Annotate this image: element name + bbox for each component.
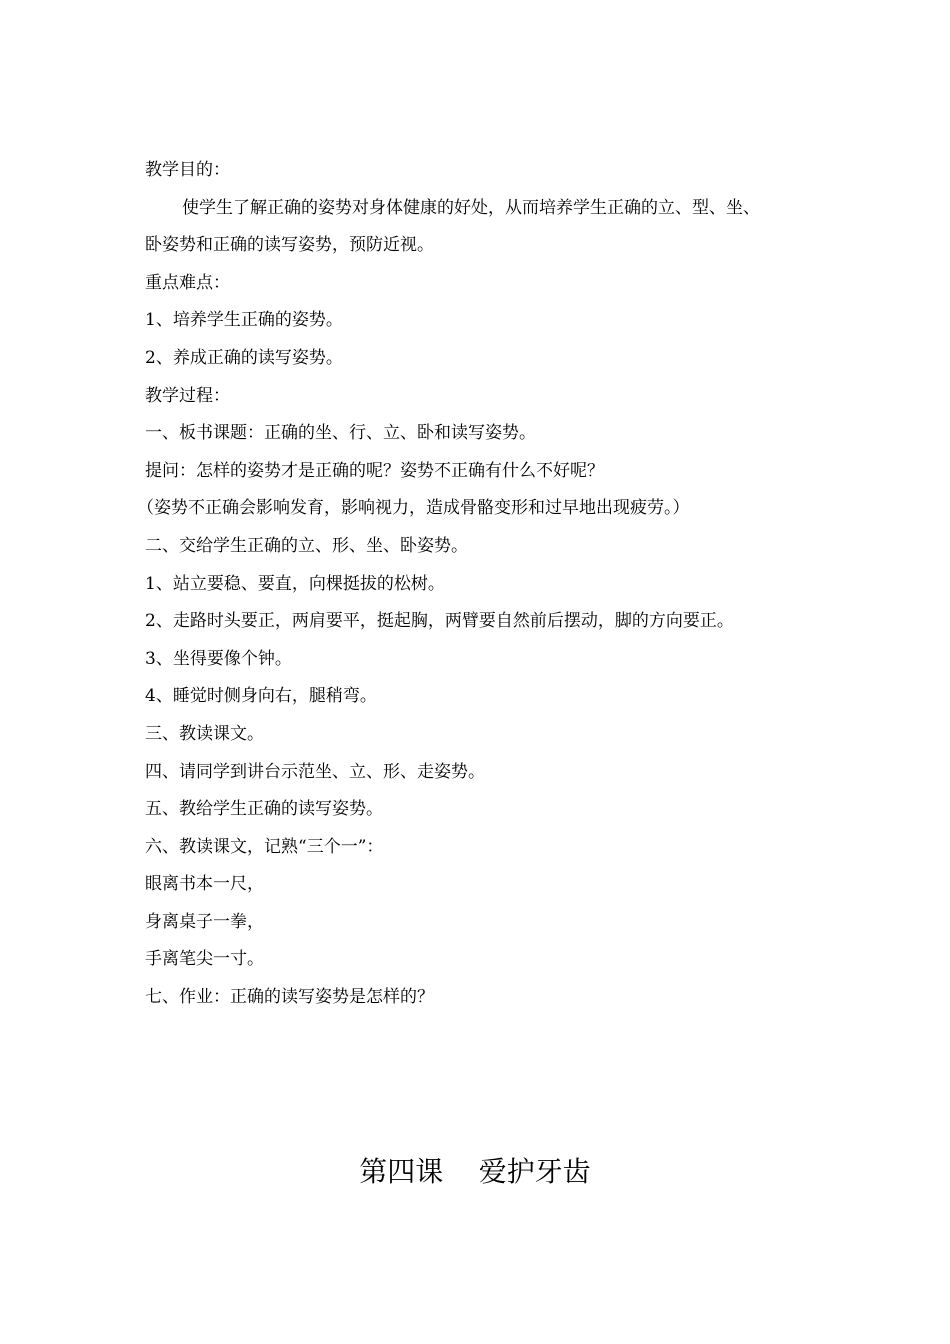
- process-step-2: 二、交给学生正确的立、形、坐、卧姿势。: [145, 535, 468, 556]
- heading-teaching-process: 教学过程：: [145, 385, 230, 406]
- process-step-5: 五、教给学生正确的读写姿势。: [145, 799, 383, 820]
- goal-text-line-2: 卧姿势和正确的读写姿势，预防近视。: [145, 235, 434, 256]
- process-step-3: 三、教读课文。: [145, 723, 264, 744]
- rule-body-distance: 身离桌子一拳，: [145, 911, 264, 932]
- process-answer: （姿势不正确会影响发育，影响视力，造成骨骼变形和过早地出现疲劳。）: [137, 498, 690, 519]
- key-point-2: 2、养成正确的读写姿势。: [145, 347, 343, 368]
- posture-item-3: 3、坐得要像个钟。: [145, 648, 292, 669]
- heading-key-points: 重点难点：: [145, 272, 230, 293]
- posture-item-4: 4、睡觉时侧身向右，腿稍弯。: [145, 686, 377, 707]
- posture-item-1: 1、站立要稳、要直，向棵挺拔的松树。: [145, 573, 445, 594]
- process-question: 提问：怎样的姿势才是正确的呢？姿势不正确有什么不好呢？: [145, 460, 604, 481]
- key-point-1: 1、培养学生正确的姿势。: [145, 310, 343, 331]
- heading-teaching-goal: 教学目的：: [145, 160, 230, 180]
- rule-hand-distance: 手离笔尖一寸。: [145, 949, 264, 970]
- process-step-7-homework: 七、作业：正确的读写姿势是怎样的？: [145, 987, 434, 1008]
- lesson-title: 第四课 爱护牙齿: [359, 1155, 591, 1188]
- process-step-6: 六、教读课文，记熟“三个一”：: [145, 836, 384, 857]
- process-step-4: 四、请同学到讲台示范坐、立、形、走姿势。: [145, 761, 485, 782]
- goal-text-line-1: 使学生了解正确的姿势对身体健康的好处，从而培养学生正确的立、型、坐、: [182, 197, 760, 218]
- rule-eye-distance: 眼离书本一尺，: [145, 874, 264, 895]
- document-body: [137, 152, 825, 1017]
- posture-item-2: 2、走路时头要正，两肩要平，挺起胸，两臂要自然前后摆动，脚的方向要正。: [145, 611, 734, 632]
- process-step-1: 一、板书课题：正确的坐、行、立、卧和读写姿势。: [145, 423, 536, 444]
